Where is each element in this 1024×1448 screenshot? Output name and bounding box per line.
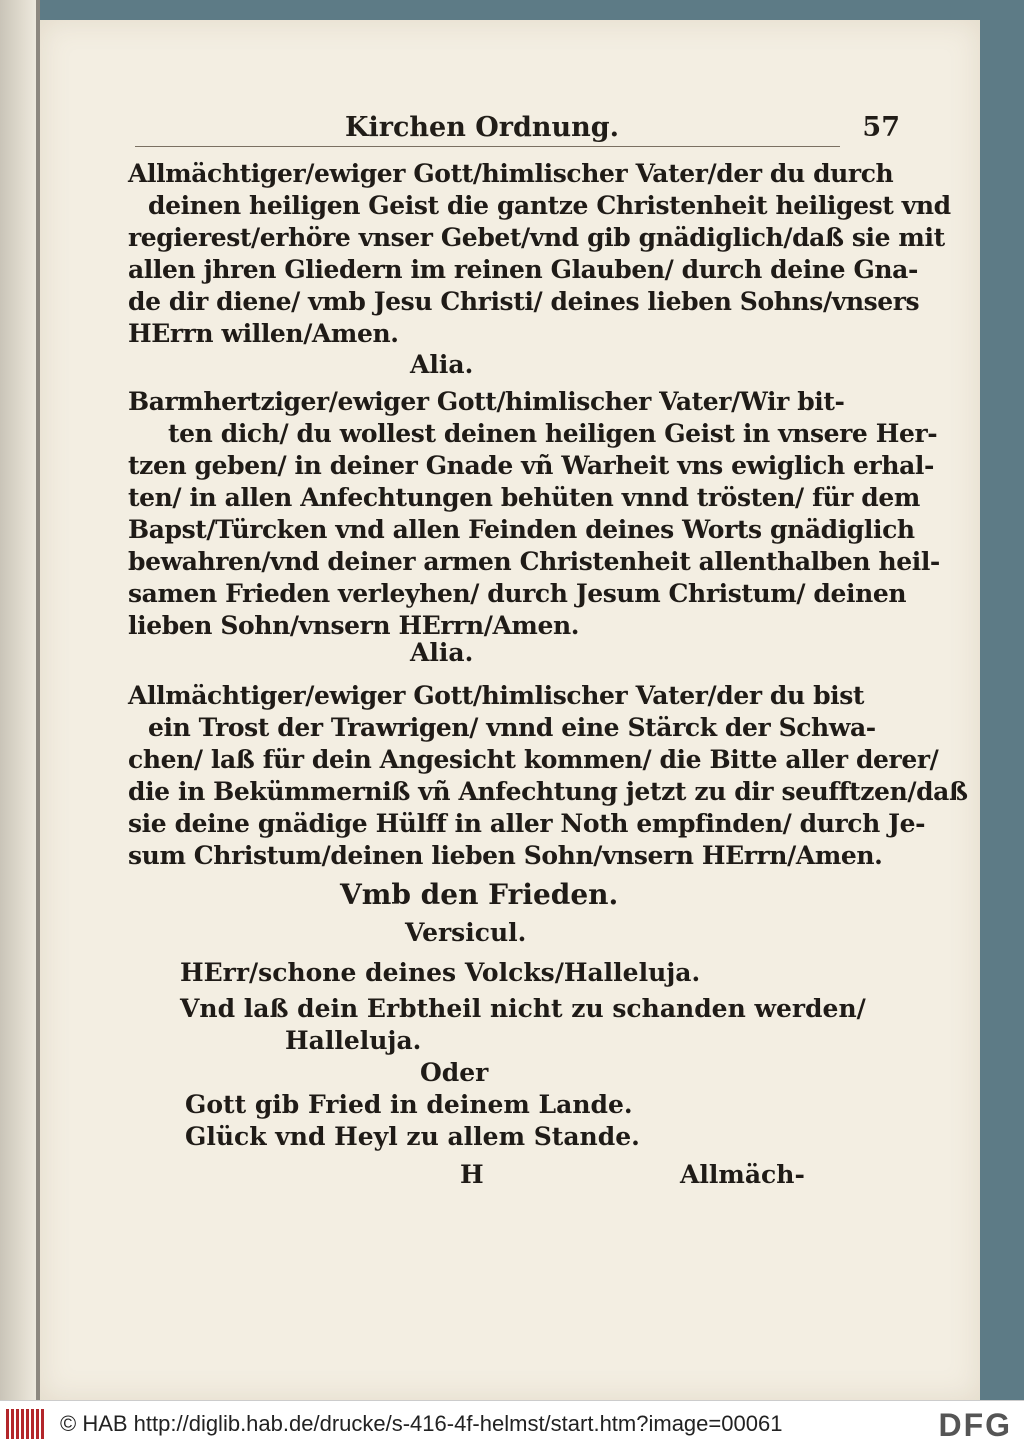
versicle-line: Vnd laß dein Erbtheil nicht zu schanden werden/ — [180, 994, 866, 1023]
text-line: Barmhertziger/ewiger Gott/himlischer Vater/Wir bit- — [128, 387, 845, 416]
text-line: ein Trost der Trawrigen/ vnnd eine Stärck der Schwa- — [148, 713, 876, 742]
versicle-line: HErr/schone deines Volcks/Halleluja. — [180, 958, 701, 987]
text-line: sie deine gnädige Hülff in aller Noth empfinden/ durch Je- — [128, 809, 926, 838]
previous-page-edge — [0, 0, 40, 1400]
footer-bar — [0, 1400, 1024, 1448]
oder-label: Oder — [420, 1058, 489, 1087]
prayer-3 — [128, 680, 968, 872]
book-page — [40, 20, 980, 1400]
running-title: Kirchen Ordnung. — [345, 112, 620, 143]
alia-heading: Alia. — [410, 638, 474, 667]
text-line: Allmächtiger/ewiger Gott/himlischer Vater/der du bist — [128, 681, 865, 710]
text-line: ten/ in allen Anfechtungen behüten vnnd trösten/ für dem — [128, 483, 920, 512]
page-number: 57 — [862, 112, 900, 143]
text-line: lieben Sohn/vnsern HErrn/Amen. — [128, 611, 580, 640]
alia-heading: Alia. — [410, 350, 474, 379]
text-line: regierest/erhöre vnser Gebet/vnd gib gnädiglich/daß sie mit — [128, 223, 945, 252]
prayer-1 — [128, 158, 951, 350]
text-line: die in Bekümmerniß vñ Anfechtung jetzt zu dir seufftzen/daß — [128, 777, 968, 806]
text-line: bewahren/vnd deiner armen Christenheit allenthalben heil- — [128, 547, 940, 576]
text-line: samen Frieden verleyhen/ durch Jesum Christum/ deinen — [128, 579, 907, 608]
copyright-link[interactable]: © HAB http://diglib.hab.de/drucke/s-416-4f-helmst/start.htm?image=00061 — [60, 1411, 783, 1436]
text-line: allen jhren Gliedern im reinen Glauben/ durch deine Gna- — [128, 255, 918, 284]
verse-line: Glück vnd Heyl zu allem Stande. — [185, 1122, 640, 1151]
text-line: deinen heiligen Geist die gantze Christenheit heiligest vnd — [148, 191, 951, 220]
versicul-label: Versicul. — [405, 918, 527, 947]
text-line: HErrn willen/Amen. — [128, 319, 399, 348]
text-line: sum Christum/deinen lieben Sohn/vnsern HErrn/Amen. — [128, 841, 883, 870]
signature-mark: H — [460, 1160, 484, 1189]
text-line: ten dich/ du wollest deinen heiligen Geist in vnsere Her- — [168, 419, 938, 448]
text-line: Bapst/Türcken vnd allen Feinden deines Worts gnädiglich — [128, 515, 915, 544]
verse-line: Gott gib Fried in deinem Lande. — [185, 1090, 633, 1119]
catchword: Allmäch- — [680, 1160, 805, 1189]
text-line: tzen geben/ in deiner Gnade vñ Warheit vns ewiglich erhal- — [128, 451, 934, 480]
section-title: Vmb den Frieden. — [340, 878, 619, 911]
prayer-2 — [128, 386, 940, 642]
page-header — [135, 112, 900, 147]
text-line: de dir diene/ vmb Jesu Christi/ deines lieben Sohns/vnsers — [128, 287, 920, 316]
dfg-logo[interactable]: DFG — [938, 1407, 1012, 1443]
versicle-line: Halleluja. — [285, 1026, 422, 1055]
text-line: Allmächtiger/ewiger Gott/himlischer Vater/der du durch — [128, 159, 894, 188]
text-line: chen/ laß für dein Angesicht kommen/ die Bitte aller derer/ — [128, 745, 939, 774]
hab-logo-icon[interactable] — [6, 1409, 46, 1439]
